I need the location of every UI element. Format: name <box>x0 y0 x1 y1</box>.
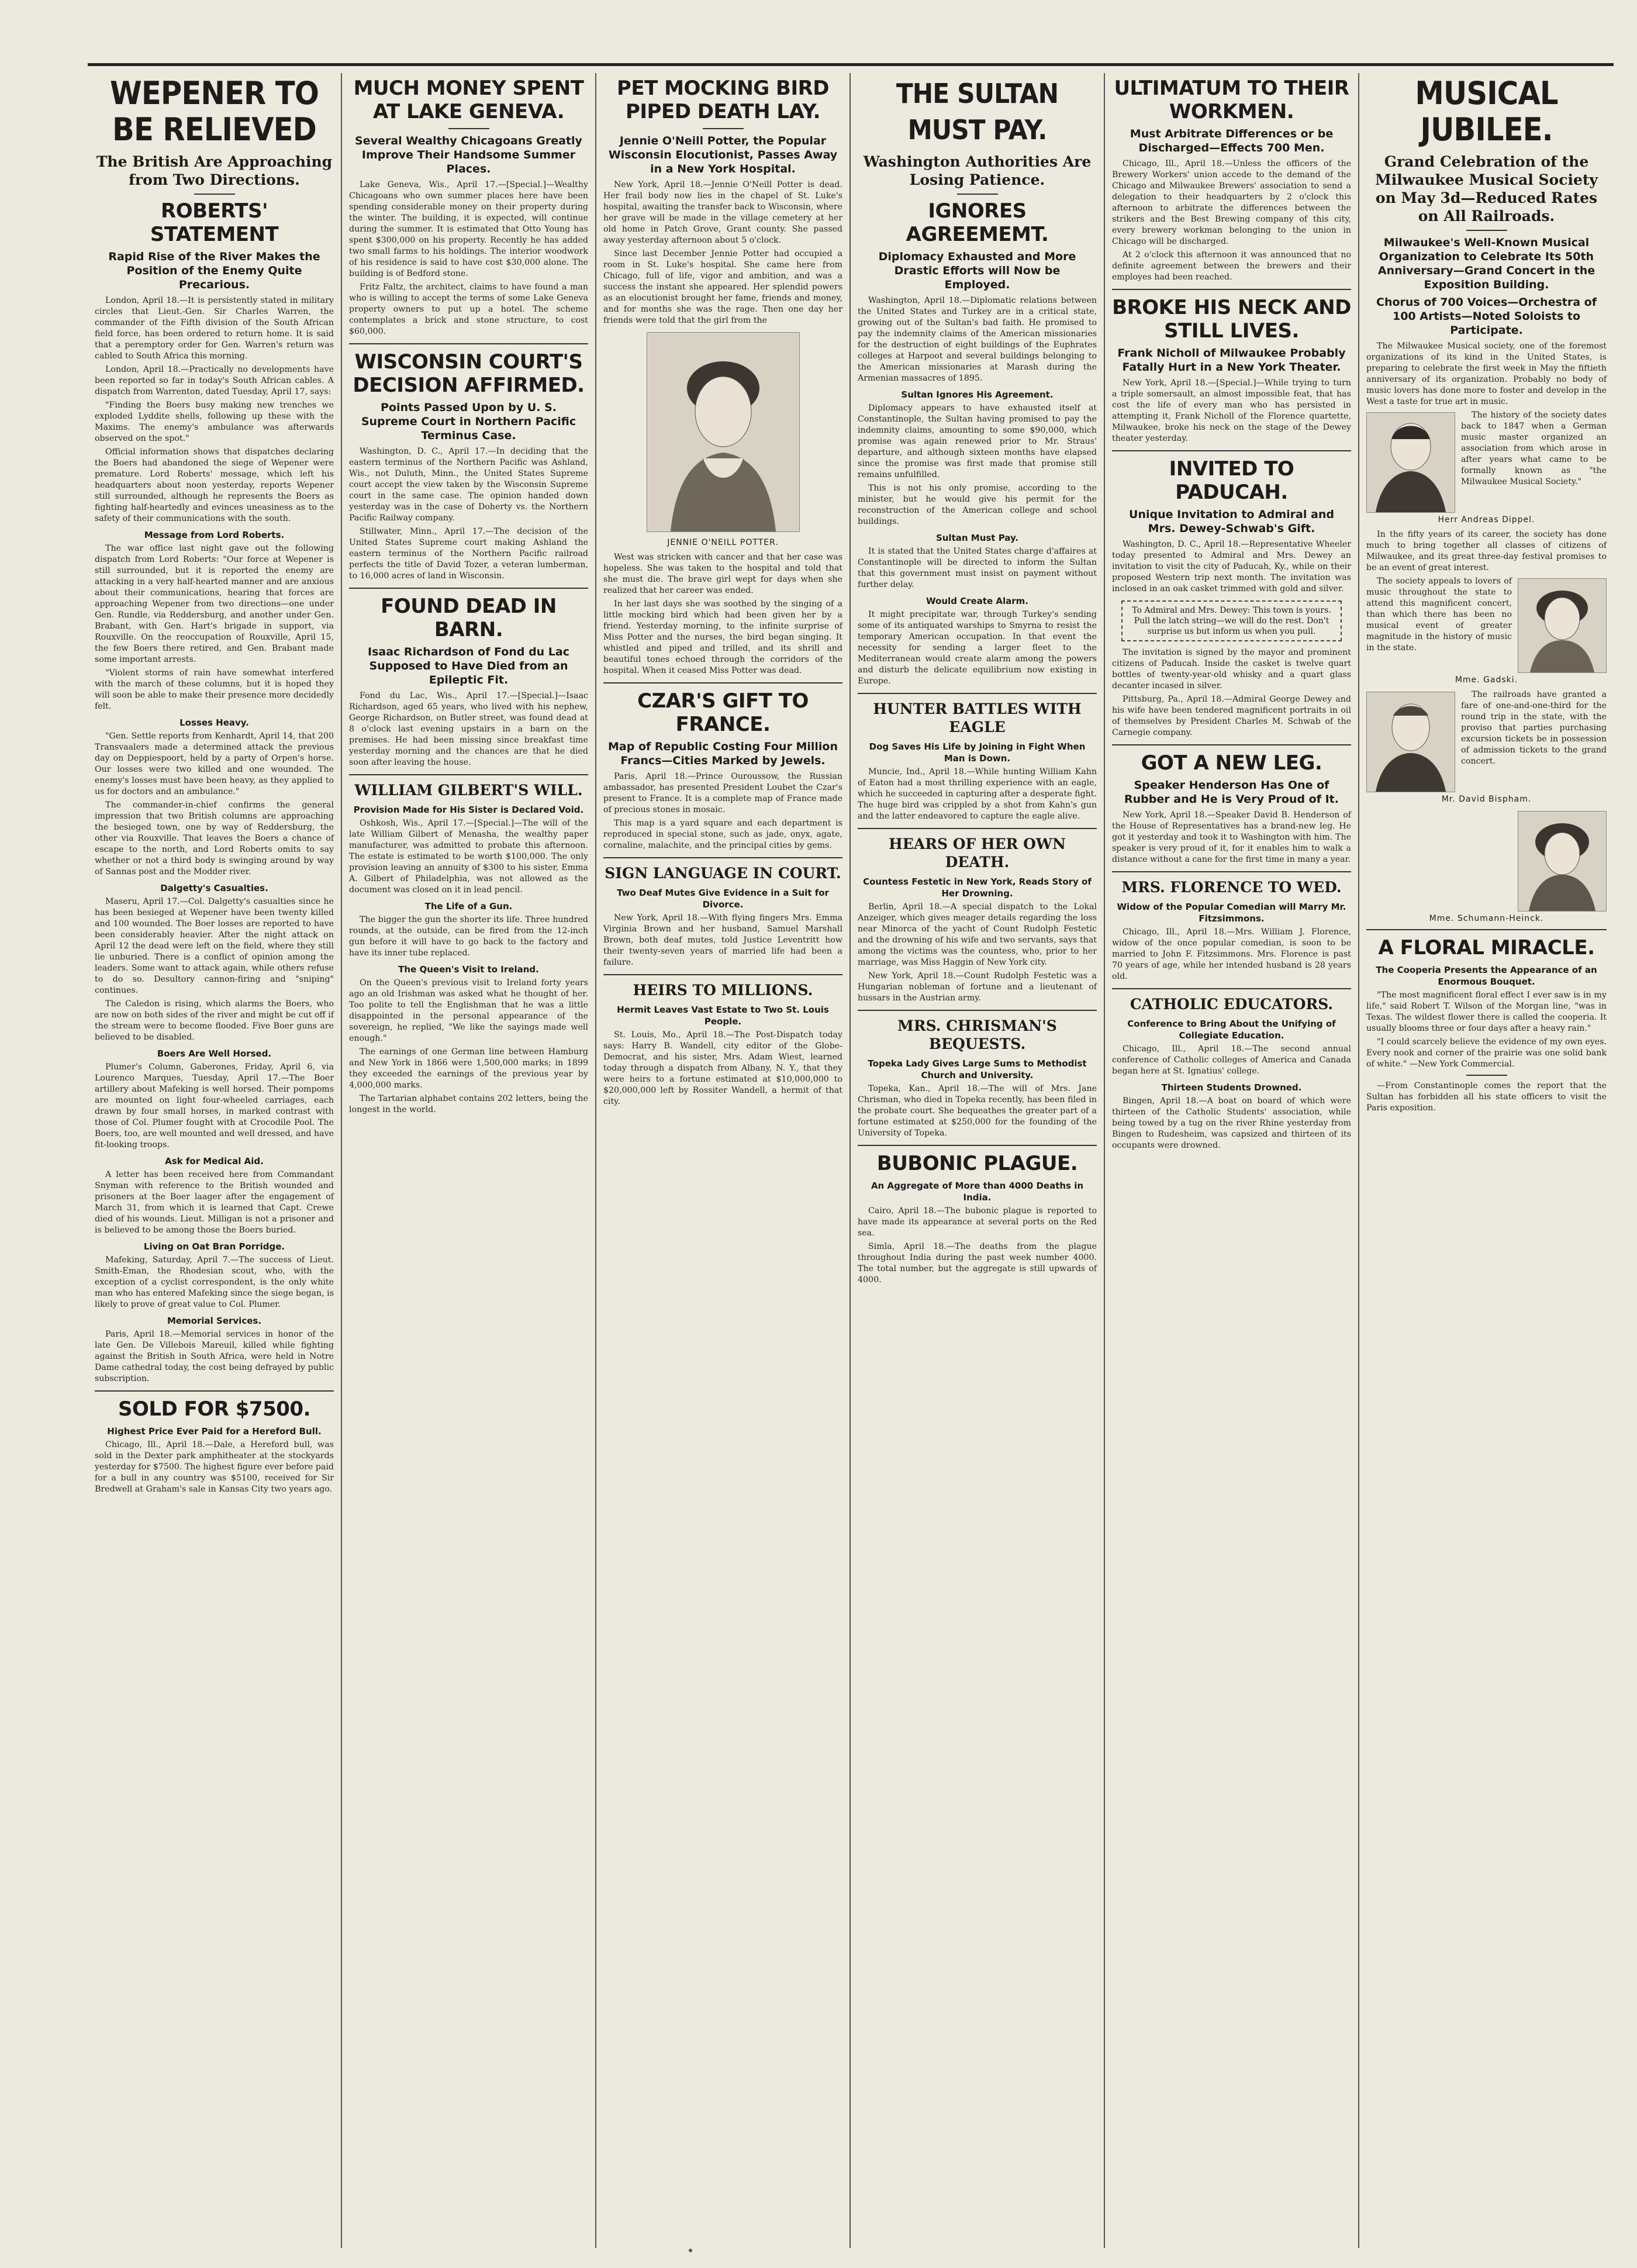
article-paragraph: At 2 o'clock this afternoon it was announced that no definite agreement between the brewers and their employes had been reached. <box>1112 250 1351 282</box>
column-5 <box>1105 73 1359 2248</box>
article-paragraph: Topeka, Kan., April 18.—The will of Mrs. Jane Chrisman, who died in Topeka recently, has been filed in the probate court. She bequeathes the greater part of a fortune estimated at $250,000 for the founding of the University of Topeka. <box>858 1084 1097 1138</box>
article-paragraph: The Milwaukee Musical society, one of the foremost organizations of its kind in the United States, is preparing to celebrate the first week in May the fiftieth anniversary of its organization. Probably no body of music lovers has done more to foster and develop in the West a taste for true art in music. <box>1366 341 1607 406</box>
article-paragraph: The Caledon is rising, which alarms the Boers, who are now on both sides of the river and might be cut off if the stream were to become flooded. Five Boer guns are believed to be disabled. <box>95 999 334 1042</box>
caption-gadski: Mme. Gadski. <box>1455 675 1518 685</box>
headline-bubonic: BUBONIC PLAGUE. <box>876 1152 1078 1175</box>
article-paragraph: It is stated that the United States charge d'affaires at Constantinople will be directed to inform the Sultan that this government must insist on payment without further delay. <box>858 547 1097 589</box>
headline-gilbert-will: WILLIAM GILBERT'S WILL. <box>354 782 583 799</box>
subhead-own-death: Countess Festetic in New York, Reads Story of Her Drowning. <box>863 876 1092 899</box>
deck-wepener: The British Are Approaching from Two Directions. <box>96 153 333 188</box>
article-paragraph: Paris, April 18.—Prince Ouroussow, the Russian ambassador, has presented President Loubet the Czar's present to France. It is a complete map of France made of precious stones in mosaic. <box>603 772 842 814</box>
top-rule <box>88 63 1614 66</box>
article-paragraph: Diplomacy appears to have exhausted itself at Constantinople, the Sultan having promised to pay the indemnity claims, amounting to some $90,000, which promise was again renewed prior to Mr. Straus' departure, and although sixteen months have elapsed since the promise was first made that promise still remains unfulfilled. <box>858 403 1097 479</box>
caption-dippel: Herr Andreas Dippel. <box>1438 515 1535 524</box>
article-paragraph: New York, April 18.—Speaker David B. Henderson of the House of Representatives has a brand-new leg. He got it yesterday and took it to Washington with him. The speaker is very proud of it, for it enables him to walk a distance without a cane for the first time in many a year. <box>1112 810 1351 864</box>
article-paragraph: This is not his only promise, according to the minister, but he would give his permit for the reconstruction of the American college and school buildings. <box>858 484 1097 526</box>
portrait-sketch-icon <box>647 333 799 531</box>
subhead-hunter-eagle: Dog Saves His Life by Joining in Fight When Man is Down. <box>869 741 1086 764</box>
sidehead: The Life of a Gun. <box>424 901 513 912</box>
article-paragraph: Oshkosh, Wis., April 17.—[Special.]—The will of the late William Gilbert of Menasha, the wealthy paper manufacturer, was admitted to probate this afternoon. The estate is estimated to be worth $100,000. The only provision leaving an annuity of $300 to his sister, Emma A. Gilbert of Philadelphia, was not allowed as the document was closed on it in lead pencil. <box>349 819 588 895</box>
portrait-sketch-icon <box>1367 692 1455 792</box>
headline-wepener: WEPENER TO BE RELIEVED <box>109 75 319 148</box>
portrait-schumann-heinck <box>1518 811 1607 912</box>
article-paragraph: London, April 18.—It is persistently stated in military circles that Lieut.-Gen. Sir Charles Warren, the commander of the Fifth division of the South African field force, has been ordered to return home. It is said that a peremptory order for Gen. Warren's return was cabled to South Africa this morning. <box>95 296 334 361</box>
article-paragraph: On the Queen's previous visit to Ireland forty years ago an old Irishman was asked what he thought of her. Too polite to tell the Englishman that he was a little disappointed in the personal appearance of the sovereign, he replied, "We like the sayings made well enough." <box>349 978 588 1043</box>
portrait-dippel <box>1366 412 1455 513</box>
sidehead: Boers Are Well Horsed. <box>157 1048 272 1059</box>
article-paragraph: Chicago, Ill., April 18.—The second annual conference of Catholic colleges of America and Canada began here at St. Ignatius' college. <box>1112 1044 1351 1076</box>
subhead-heirs: Hermit Leaves Vast Estate to Two St. Louis People. <box>617 1004 829 1027</box>
divider <box>1112 744 1351 745</box>
headline-heirs: HEIRS TO MILLIONS. <box>633 982 813 999</box>
sidehead: Would Create Alarm. <box>926 596 1028 606</box>
subhead-bubonic: An Aggregate of More than 4000 Deaths in India. <box>871 1180 1084 1203</box>
article-paragraph: Paris, April 18.—Memorial services in honor of the late Gen. De Villebois Mareuil, killed while fighting against the British in South Africa, were held in Notre Dame cathedral today, the cost being defrayed by public subscription. <box>95 1330 334 1383</box>
subhead-sold: Highest Price Ever Paid for a Hereford Bull. <box>107 1426 322 1437</box>
article-paragraph: "Gen. Settle reports from Kenhardt, April 14, that 200 Transvaalers made a determined attack the previous day on Deppiespoort, held by a party of Orpen's horse. Our losses were two killed and one wounded. The enemy's losses must have been heavy, as they applied to us for doctors and an ambulance." <box>95 731 334 796</box>
subhead-chrisman: Topeka Lady Gives Large Sums to Methodist Church and University. <box>868 1058 1087 1081</box>
article-paragraph: In the fifty years of its career, the society has done much to bring together all classes of citizens of Milwaukee, and its great three-day festival promises to be an event of great interest. <box>1366 530 1607 572</box>
article-paragraph: Plumer's Column, Gaberones, Friday, April 6, via Lourenco Marques, Tuesday, April 17.—The Boer artillery about Mafeking is well horsed. Their pompoms are mounted on light four-wheeled carriages, each drawn by four small horses, in marked contrast with those of Col. Plumer fought with at Crocodile Pool. The Boers, too, are well mounted and well dressed, and have fit-looking troops. <box>95 1062 334 1149</box>
sidehead: Memorial Services. <box>167 1316 262 1326</box>
subhead-lake-geneva: Several Wealthy Chicagoans Greatly Improve Their Handsome Summer Places. <box>355 134 582 175</box>
article-paragraph: "Finding the Boers busy making new trenches we exploded Lyddite shells, following up these with the Maxims. The enemy's ambulance was afterwards observed on the spot." <box>95 401 334 443</box>
article-paragraph: New York, April 18.—Jennie O'Neill Potter is dead. Her frail body now lies in the chapel of St. Luke's hospital, awaiting the transfer back to Wisconsin, where her grave will be made in the village cemetery at her old home in Patch Grove, Grant county. She passed away yesterday afternoon about 5 o'clock. <box>603 180 842 245</box>
article-paragraph: "Violent storms of rain have somewhat interfered with the march of these columns, but it is hoped they will soon be able to make their presence more decidedly felt. <box>95 668 334 711</box>
columns <box>88 73 1614 2248</box>
subhead-musical: Milwaukee's Well-Known Musical Organization to Celebrate Its 50th Anniversary—Grand Concert in the Exposition Building. <box>1377 236 1595 291</box>
article-paragraph: The society appeals to lovers of music throughout the state to attend this magnificent concert, than which there has been no musical event of greater magnitude in the history of music in the state. <box>1366 577 1512 653</box>
article-paragraph: Bingen, April 18.—A boat on board of which were thirteen of the Catholic Students' association, while being towed by a tug on the river Rhine yesterday from Bingen to Rudesheim, was capsized and thirteen of its occupants were drowned. <box>1112 1096 1351 1150</box>
article-paragraph: Muncie, Ind., April 18.—While hunting William Kahn of Eaton had a most thrilling experience with an eagle, which he succeeded in capturing after a desperate fight. The huge bird was crippled by a shot from Kahn's gun and the latter endeavored to capture the eagle alive. <box>858 767 1097 821</box>
deck-sultan: Washington Authorities Are Losing Patience. <box>863 153 1092 188</box>
article-paragraph: Chicago, Ill., April 18.—Unless the officers of the Brewery Workers' union accede to the demand of the Chicago and Milwaukee Brewers' association to send a delegation to their headquarters by 2 o'clock this afternoon to arbitrate the differences between the strikers and the Best Brewing company of this city, every brewery workman belonging to the union in Chicago will be discharged. <box>1112 159 1351 246</box>
article-paragraph: "The most magnificent floral effect I ever saw is in my life," said Robert T. Wilson of the Morgan line, "was in Texas. The wildest flower there is called the cooperia. It usually blooms three or four days after a heavy rain." <box>1366 990 1607 1033</box>
headline-broke-neck: BROKE HIS NECK AND STILL LIVES. <box>1112 296 1351 343</box>
subhead-ultimatum: Must Arbitrate Differences or be Discharged—Effects 700 Men. <box>1130 127 1334 154</box>
sidehead: The Queen's Visit to Ireland. <box>398 964 539 975</box>
portrait-bispham <box>1366 692 1455 792</box>
sidehead: Losses Heavy. <box>179 717 249 728</box>
divider <box>349 588 588 589</box>
subhead-ignores: Diplomacy Exhausted and More Drastic Efforts will Now be Employed. <box>878 250 1076 291</box>
article-paragraph: Mafeking, Saturday, April 7.—The success of Lieut. Smith-Eman, the Rhodesian scout, who, with the exception of a cyclist correspondent, is the only white man who has entered Mafeking since the siege began, is likely to prove of great value to Col. Plumer. <box>95 1255 334 1309</box>
headline-ultimatum: ULTIMATUM TO THEIR WORKMEN. <box>1114 77 1349 123</box>
page-mark <box>689 2249 692 2252</box>
article-paragraph: Official information shows that dispatches declaring the Boers had abandoned the siege of Wepener were premature. Lord Roberts' message, which left his headquarters about noon yesterday, reports Wepener still surrounded, although he represents the Boers as fighting half-heartedly and evinces uneasiness as to the safety of their communications with the south. <box>95 447 334 523</box>
headline-musical-jubilee: MUSICAL JUBILEE. <box>1415 75 1558 148</box>
article-paragraph: New York, April 18.—[Special.]—While trying to turn a triple somersault, an almost impossible feat, that has cost the life of every man who has persisted in attempting it, Frank Nicholl of the Florence quartette, Milwaukee, broke his neck on the stage of the Dewey theater yesterday. <box>1112 378 1351 443</box>
subhead-broke-neck: Frank Nicholl of Milwaukee Probably Fatally Hurt in a New York Theater. <box>1117 347 1346 374</box>
article-paragraph: St. Louis, Mo., April 18.—The Post-Dispatch today says: Harry B. Wandell, city editor of the Globe-Democrat, and his sister, Mrs. Adam Wiest, learned today through a dispatch from Albany, N. Y., that they were heirs to a fortune estimated at $10,000,000 to $20,000,000 left by Rossiter Wandell, a hermit of that city. <box>603 1030 842 1106</box>
headline-mocking-bird: PET MOCKING BIRD PIPED DEATH LAY. <box>616 77 830 123</box>
article-paragraph: The history of the society dates back to 1847 when a German music master organized an association from which arose in after years what came to be formally known as "the Milwaukee Musical Society." <box>1461 410 1607 486</box>
headline-own-death: HEARS OF HER OWN DEATH. <box>889 836 1066 871</box>
divider <box>858 1010 1097 1011</box>
portrait-sketch-icon <box>1518 579 1606 672</box>
article-paragraph: In her last days she was soothed by the singing of a little mocking bird which had been given her by a friend. Yesterday morning, to the infinite surprise of Miss Potter and the nurses, the bird began singing. It whistled and piped and trilled, and its shrill and beautiful tones echoed through the corridors of the hospital. When it ceased Miss Potter was dead. <box>603 599 842 675</box>
divider <box>603 857 842 858</box>
divider <box>95 1390 334 1392</box>
article-paragraph: West was stricken with cancer and that her case was hopeless. She was taken to the hospital and told that she must die. The brave girl wept for days when she realized that her career was ended. <box>603 553 842 595</box>
headline-floral-miracle: A FLORAL MIRACLE. <box>1378 936 1595 959</box>
article-paragraph: The commander-in-chief confirms the general impression that two British columns are approaching the besieged town, one by way of Reddersburg, the other via Rouxville. That leaves the Boers a chance of escape to the north, and Lord Roberts omits to say whether or not a third body is swinging around by way of Sannas post and the Modder river. <box>95 800 334 876</box>
column-2 <box>342 73 596 2248</box>
headline-catholic: CATHOLIC EDUCATORS. <box>1130 996 1334 1013</box>
article-paragraph: Berlin, April 18.—A special dispatch to the Lokal Anzeiger, which gives meager details regarding the loss near Minorca of the yacht of Count Rudolph Festetic and the drowning of his wife and two servants, says that among the victims was the countess, who, prior to her marriage, was Miss Haggin of New York city. <box>858 902 1097 967</box>
column-6 <box>1359 73 1614 2248</box>
article-paragraph: Washington, April 18.—Diplomatic relations between the United States and Turkey are in a critical state, growing out of the Sultan's bad faith. He promised to pay the indemnity claims of the American missionaries for the destruction of eight buildings of the Euphrates colleges at Harpoot and several buildings belonging to the American missionaries at Marash during the Armenian massacres of 1895. <box>858 296 1097 383</box>
sidehead: Thirteen Students Drowned. <box>1161 1082 1302 1093</box>
portrait-sketch-icon <box>1367 413 1455 512</box>
headline-sold: SOLD FOR $7500. <box>118 1397 310 1421</box>
article-paragraph: The railroads have granted a fare of one-and-one-third for the round trip in the state, with the proviso that parties purchasing excursion tickets be in possession of admission tickets to the grand concert. <box>1461 690 1607 766</box>
subhead-new-leg: Speaker Henderson Has One of Rubber and He is Very Proud of It. <box>1124 779 1339 806</box>
article-paragraph: The Tartarian alphabet contains 202 letters, being the longest in the world. <box>349 1094 588 1114</box>
divider <box>1112 450 1351 451</box>
divider <box>448 128 489 129</box>
subhead-found-dead: Isaac Richardson of Fond du Lac Supposed to Have Died from an Epileptic Fit. <box>368 645 569 686</box>
headline-wisconsin-court: WISCONSIN COURT'S DECISION AFFIRMED. <box>353 350 585 397</box>
divider <box>957 194 998 195</box>
article-paragraph: Washington, D. C., April 17.—In deciding that the eastern terminus of the Northern Pacific was Ashland, Wis., not Duluth, Minn., the United States Supreme court accept the view taken by the Wisconsin Supreme court in the same case. The opinion handed down yesterday was in the case of Doherty vs. the Northern Pacific Railway company. <box>349 447 588 523</box>
article-paragraph: New York, April 18.—With flying fingers Mrs. Emma Virginia Brown and her husband, Samuel Marshall Brown, both deaf mutes, told Justice Leventritt how their twenty-seven years of married life had been a failure. <box>603 913 842 967</box>
deck-musical-jubilee: Grand Celebration of the Milwaukee Musical Society on May 3d—Reduced Rates on All Railroads. <box>1375 153 1598 225</box>
column-3 <box>596 73 851 2248</box>
article-paragraph: Fond du Lac, Wis., April 17.—[Special.]—Isaac Richardson, aged 65 years, who lived with his nephew, George Richardson, on Butler street, was found dead at 8 o'clock last evening upstairs in a barn on the premises. He had been missing since breakfast time yesterday morning and the chances are that he died soon after leaving the house. <box>349 691 588 767</box>
subhead-mrs-florence: Widow of the Popular Comedian will Marry Mr. Fitzsimmons. <box>1117 902 1346 924</box>
article-paragraph: Maseru, April 17.—Col. Dalgetty's casualties since he has been besieged at Wepener have been twenty killed and 100 wounded. The Boer losses are reported to have been considerably heavier. After the night attack on April 12 the dead were left on the field, where they still lie unburied. There is a conflict of opinion among the leaders. Some want to attack again, while others refuse to do so. Desultory cannon-firing and "sniping" continues. <box>95 897 334 995</box>
divider <box>194 194 235 195</box>
caption-bispham: Mr. David Bispham. <box>1441 795 1532 804</box>
subhead-czars-gift: Map of Republic Costing Four Million Francs—Cities Marked by Jewels. <box>608 740 838 767</box>
article-paragraph: The invitation is signed by the mayor and prominent citizens of Paducah. Inside the casket is twelve quart bottles of twenty-year-old whisky and a quart glass decanter incased in silver. <box>1112 648 1351 691</box>
divider <box>603 974 842 975</box>
article-paragraph: Fritz Faltz, the architect, claims to have found a man who is willing to accept the terms of some Lake Geneva property owners to put up a hotel. The scheme contemplates a brick and stone structure, to cost $60,000. <box>349 282 588 336</box>
divider <box>1466 230 1507 231</box>
sidehead: Living on Oat Bran Porridge. <box>143 1241 285 1252</box>
portrait-gadski <box>1518 578 1607 673</box>
headline-mrs-florence: MRS. FLORENCE TO WED. <box>1121 879 1342 896</box>
headline-ignores: IGNORES AGREEMEMT. <box>906 199 1049 246</box>
divider <box>1112 988 1351 989</box>
article-paragraph: New York, April 18.—Count Rudolph Festetic was a Hungarian nobleman of fortune and a lieutenant of hussars in the Austrian army. <box>858 971 1097 1003</box>
divider <box>858 828 1097 829</box>
subhead-mocking-bird: Jennie O'Neill Potter, the Popular Wisconsin Elocutionist, Passes Away in a New York Hospital. <box>608 134 838 175</box>
article-paragraph: Simla, April 18.—The deaths from the plague throughout India during the past week number 4000. The total number, but the aggregate is still upwards of 4000. <box>858 1242 1097 1285</box>
divider <box>603 682 842 683</box>
divider <box>858 1145 1097 1146</box>
portrait-jennie-potter <box>647 332 800 532</box>
article-paragraph: The bigger the gun the shorter its life. Three hundred rounds, at the outside, can be fired from the 12-inch gun before it will have to go back to the factory and have its inner tube replaced. <box>349 915 588 958</box>
article-paragraph: Washington, D. C., April 18.—Representative Wheeler today presented to Admiral and Mrs. Dewey an invitation to visit the city of Paducah, Ky., while on their proposed Western trip next month. The invitation was inclosed in an oak casket trimmed with gold and silver. <box>1112 540 1351 593</box>
headline-sign-language: SIGN LANGUAGE IN COURT. <box>605 865 841 882</box>
headline-czars-gift: CZAR'S GIFT TO FRANCE. <box>637 689 809 736</box>
headline-sultan: THE SULTAN MUST PAY. <box>896 78 1059 146</box>
subhead-sign-language: Two Deaf Mutes Give Evidence in a Suit for Divorce. <box>617 888 829 910</box>
article-paragraph: The earnings of one German line between Hamburg and New York in 1866 were 1,500,000 marks; in 1899 they exceeded the earnings of the previous year by 4,000,000 marks. <box>349 1047 588 1090</box>
column-1 <box>88 73 342 2248</box>
article-paragraph: Pittsburg, Pa., April 18.—Admiral George Dewey and his wife have been tendered magnificent portraits in oil of themselves by President Charles M. Schwab of the Carnegie company. <box>1112 695 1351 737</box>
divider <box>1466 1075 1507 1076</box>
article-paragraph: "I could scarcely believe the evidence of my own eyes. Every nook and corner of the prairie was one solid bank of white." —New York Commercial. <box>1366 1037 1607 1069</box>
sidehead: Ask for Medical Aid. <box>165 1156 264 1166</box>
portrait-sketch-icon <box>1518 812 1606 911</box>
sidehead: Dalgetty's Casualties. <box>160 883 268 893</box>
article-paragraph: London, April 18.—Practically no developments have been reported so far in today's South African cables. A dispatch from Warrenton, dated Tuesday, April 17, says: <box>95 365 334 396</box>
headline-roberts: ROBERTS' STATEMENT <box>150 199 279 246</box>
divider <box>349 343 588 344</box>
subhead-roberts: Rapid Rise of the River Makes the Position of the Enemy Quite Precarious. <box>108 250 320 291</box>
article-paragraph: It might precipitate war, through Turkey's sending some of its antiquated warships to Smyrna to resist the temporary American occupation. In that event the necessity for sending a larger fleet to the Mediterranean would create alarm among the powers and disturb the delicate equilibrium now existing in Europe. <box>858 610 1097 686</box>
divider <box>1366 929 1607 930</box>
subhead-chorus: Chorus of 700 Voices—Orchestra of 100 Artists—Noted Soloists to Participate. <box>1376 296 1597 337</box>
article-paragraph: A letter has been received here from Commandant Snyman with reference to the British wounded and prisoners at the Boer laager after the engagement of March 31, from which it is learned that Capt. Crewe died of his wounds. Lieut. Milligan is not a prisoner and is believed to be among those the Boers buried. <box>95 1170 334 1235</box>
headline-new-leg: GOT A NEW LEG. <box>1141 751 1322 775</box>
article-paragraph: Cairo, April 18.—The bubonic plague is reported to have made its appearance at several ports on the Red sea. <box>858 1206 1097 1238</box>
divider <box>349 774 588 775</box>
portrait-caption: JENNIE O'NEILL POTTER. <box>667 538 779 547</box>
invitation-box: To Admiral and Mrs. Dewey: This town is yours. Pull the latch string—we will do the rest. Don't surprise us but inform us when you pull. <box>1121 600 1342 641</box>
headline-hunter-eagle: HUNTER BATTLES WITH EAGLE <box>873 700 1082 736</box>
divider <box>858 693 1097 694</box>
article-paragraph: Since last December Jennie Potter had occupied a room in St. Luke's hospital. She came here from Chicago, full of life, vigor and ambition, and was a success the instant she appeared. Her splendid powers as an elocutionist brought her fame, friends and money, and for months she was the rage. Then one day her friends were told that the girl from the <box>603 249 842 325</box>
article-paragraph: Stillwater, Minn., April 17.—The decision of the United States Supreme court making Ashland the eastern terminus of the Northern Pacific railroad perfects the title of David Tozer, a veteran lumberman, to 16,000 acres of land in Wisconsin. <box>349 527 588 581</box>
headline-paducah: INVITED TO PADUCAH. <box>1169 457 1294 504</box>
caption-schumann-heinck: Mme. Schumann-Heinck. <box>1429 914 1544 923</box>
subhead-wisconsin-court: Points Passed Upon by U. S. Supreme Court in Northern Pacific Terminus Case. <box>361 401 576 442</box>
divider <box>1112 289 1351 290</box>
article-paragraph: Chicago, Ill., April 18.—Mrs. William J. Florence, widow of the once popular comedian, is soon to be married to John F. Fitzsimmons. Mrs. Florence is past 70 years of age, while her intended husband is 28 years old. <box>1112 927 1351 981</box>
subhead-gilbert-will: Provision Made for His Sister is Declared Void. <box>353 805 584 815</box>
article-paragraph: —From Constantinople comes the report that the Sultan has forbidden all his state officers to visit the Paris exposition. <box>1366 1081 1607 1113</box>
headline-chrisman: MRS. CHRISMAN'S BEQUESTS. <box>897 1017 1057 1052</box>
subhead-paducah: Unique Invitation to Admiral and Mrs. Dewey-Schwab's Gift. <box>1129 508 1334 535</box>
divider <box>703 128 744 129</box>
sidehead: Sultan Must Pay. <box>935 533 1019 543</box>
article-paragraph: The war office last night gave out the following dispatch from Lord Roberts: "Our force at Wepener is still surrounded, but it is reported the enemy are attacking in a very half-hearted manner and are anxious about their communications, hearing that forces are approaching Wepener from two directions—one under Gen. Rundle, via Reddersburg, and another under Gen. Brabant, with Gen. Hart's brigade in support, via Rouxville. On the reoccupation of Rouxville, April 15, the few Boers there retired, and Gen. Brabant made some important arrests. <box>95 544 334 664</box>
sidehead: Message from Lord Roberts. <box>144 530 285 540</box>
article-paragraph: This map is a yard square and each department is reproduced in special stone, such as jade, onyx, agate, cornaline, malachite, and the principal cities by gems. <box>603 819 842 850</box>
article-paragraph: Chicago, Ill., April 18.—Dale, a Hereford bull, was sold in the Dexter park amphitheater at the stockyards yesterday for $7500. The highest figure ever before paid for a bull in any country was $5100, received for Sir Bredwell at Graham's sale in Kansas City two years ago. <box>95 1440 334 1494</box>
headline-lake-geneva: MUCH MONEY SPENT AT LAKE GENEVA. <box>353 77 584 123</box>
article-paragraph: Lake Geneva, Wis., April 17.—[Special.]—Wealthy Chicagoans who own summer places here have been spending considerable money on their property during the winter. The building, it is expected, will continue during the summer. It is estimated that Otto Young has spent $300,000 on his property. Recently he has added two small farms to his holdings. The interior woodwork of his residence is said to have cost $30,000 alone. The building is of Bedford stone. <box>349 180 588 278</box>
headline-found-dead: FOUND DEAD IN BARN. <box>381 595 557 641</box>
subhead-floral-miracle: The Cooperia Presents the Appearance of an Enormous Bouquet. <box>1376 965 1597 987</box>
divider <box>1112 871 1351 872</box>
sidehead: Sultan Ignores His Agreement. <box>901 389 1054 400</box>
column-4 <box>851 73 1105 2248</box>
subhead-catholic: Conference to Bring About the Unifying of Collegiate Education. <box>1127 1019 1336 1041</box>
